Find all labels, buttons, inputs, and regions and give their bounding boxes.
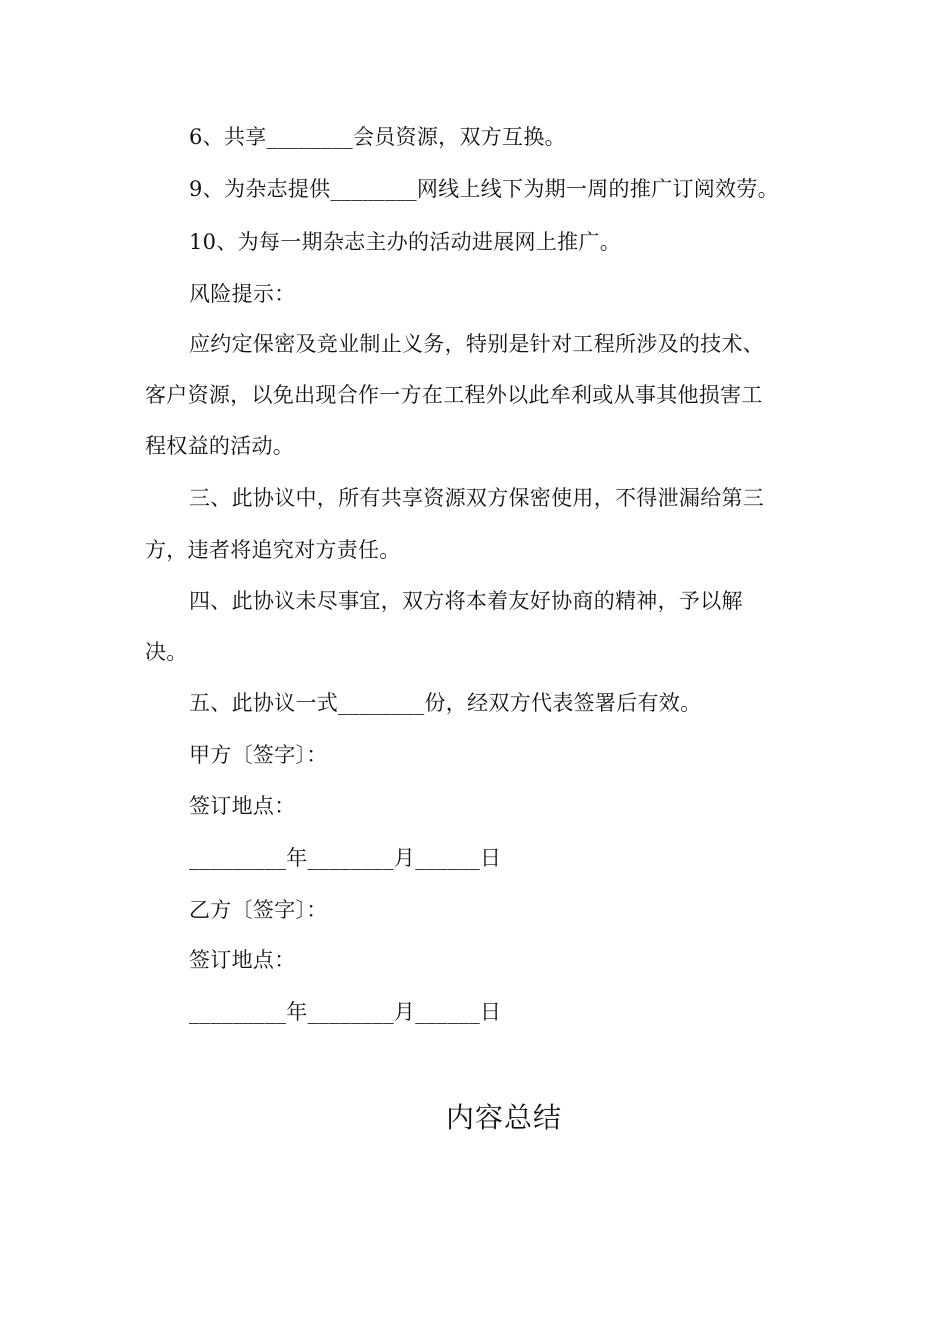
risk-paragraph-line-2: 客户资源，以免出现合作一方在工程外以此牟利或从事其他损害工	[145, 383, 763, 407]
article-5: 五、此协议一式________份，经双方代表签署后有效。	[189, 691, 702, 715]
clause-10: 10、为每一期杂志主办的活动进展网上推广。	[189, 230, 622, 254]
party-a-location: 签订地点：	[189, 794, 296, 818]
risk-paragraph-line-3: 程权益的活动。	[145, 434, 295, 458]
party-b-date: _________年________月______日	[189, 1000, 502, 1024]
party-a-signature: 甲方〔签字〕：	[189, 743, 328, 767]
risk-heading: 风险提示：	[189, 282, 296, 306]
party-b-signature: 乙方〔签字〕：	[189, 898, 328, 922]
article-3-line-1: 三、此协议中，所有共享资源双方保密使用，不得泄漏给第三	[189, 486, 765, 510]
party-b-location: 签订地点：	[189, 948, 296, 972]
article-4-line-1: 四、此协议未尽事宜，双方将本着友好协商的精神，予以解	[189, 589, 743, 613]
section-title: 内容总结	[445, 1101, 562, 1134]
risk-paragraph-line-1: 应约定保密及竞业制止义务，特别是针对工程所涉及的技术、	[189, 332, 765, 356]
article-4-line-2: 决。	[145, 640, 188, 664]
party-a-date: _________年________月______日	[189, 846, 502, 870]
article-3-line-2: 方，违者将追究对方责任。	[145, 538, 401, 562]
clause-9: 9、为杂志提供________网线上线下为期一周的推广订阅效劳。	[189, 177, 779, 201]
clause-6: 6、共享________会员资源，双方互换。	[189, 125, 566, 149]
